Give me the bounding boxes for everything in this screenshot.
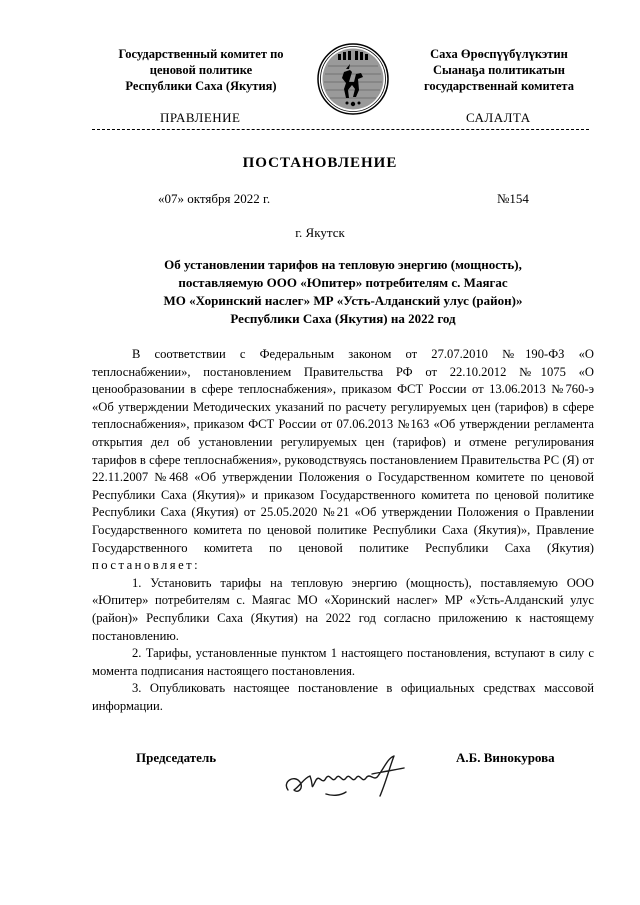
resolution-item: 1. Установить тарифы на тепловую энергию (мощность), поставляемую ООО «Юпитер» потребителям с. Маягас МО «Хоринский наслег» МР «Усть-Алданский улус (район)» Республики Саха (Якутия) на 2022 год согласно приложению к настоящему постановлению.	[92, 575, 594, 643]
document-subject	[96, 256, 590, 328]
resolution-item: 3. Опубликовать настоящее постановление в официальных средствах массовой информации.	[92, 681, 594, 713]
preamble-text: В соответствии с Федеральным законом от 27.07.2010 №190-ФЗ «О теплоснабжении», постановлением Правительства РФ от 22.10.2012 №1075 «О ценообразовании в сфере теплоснабжения», приказом ФСТ России от 13.06.2013 №760-э «Об утверждении Методических указаний по расчету регулируемых цен (тарифов) в сфере теплоснабжения», приказом ФСТ России от 07.06.2013 №163 «Об утверждении регламента открытия дел об установлении регулируемых цен (тарифов) и отмене регулирования тарифов в сфере теплоснабжения», руководствуясь постановлением Правительства РС (Я) от 22.11.2007 №468 «Об утверждении Положения о Государственном комитете по ценовой Республики Саха (Якутия)» и приказом Государственного комитета по ценовой политике Республики Саха (Якутия) от 25.05.2020 №21 «Об утверждении Положения о Правлении Государственного комитета по ценовой политике Республики Саха (Якутия)», Правление Государственного комитета по ценовой политике Республики Саха (Якутия)	[92, 347, 594, 555]
signatory-role: Председатель	[136, 750, 217, 765]
header-right-line: Саха Өрөспүүбүлүкэтин	[430, 47, 568, 61]
signatory-name: А.Б. Винокурова	[456, 750, 555, 765]
header-right-block	[404, 46, 594, 94]
header-left-block	[96, 46, 306, 94]
subject-line: Об установлении тарифов на тепловую энергию (мощность),	[164, 257, 522, 272]
subject-line: МО «Хоринский наслег» МР «Усть-Алданский улус (район)»	[163, 293, 523, 308]
document-title: ПОСТАНОВЛЕНИЕ	[242, 155, 398, 171]
handwritten-signature	[280, 752, 410, 802]
header-right-line: Сыанаҕа политикатын	[433, 63, 565, 77]
header-left-line: ценовой политике	[149, 63, 253, 77]
resolution-item: 2. Тарифы, установленные пунктом 1 настоящего постановления, вступают в силу с момента подписания настоящего постановления.	[92, 646, 594, 678]
department-label-left: ПРАВЛЕНИЕ	[160, 110, 241, 125]
header-left-line: Республики Саха (Якутия)	[125, 79, 277, 93]
subject-line: поставляемую ООО «Юпитер» потребителям с. Маягас	[178, 275, 508, 290]
preamble-paragraph	[92, 346, 594, 575]
header-right-line: государственнай комитета	[424, 79, 574, 93]
subject-line: Республики Саха (Якутия) на 2022 год	[230, 311, 456, 326]
document-city: г. Якутск	[295, 225, 345, 240]
coat-of-arms-emblem-icon	[316, 42, 390, 116]
department-label-right: САЛАЛТА	[466, 110, 531, 125]
decree-word: постановляет:	[92, 558, 201, 573]
header-divider	[92, 129, 589, 130]
document-body	[92, 346, 594, 715]
document-number: №154	[497, 191, 529, 206]
document-date: «07» октября 2022 г.	[158, 191, 271, 206]
header-left-line: Государственный комитет по	[118, 47, 284, 61]
